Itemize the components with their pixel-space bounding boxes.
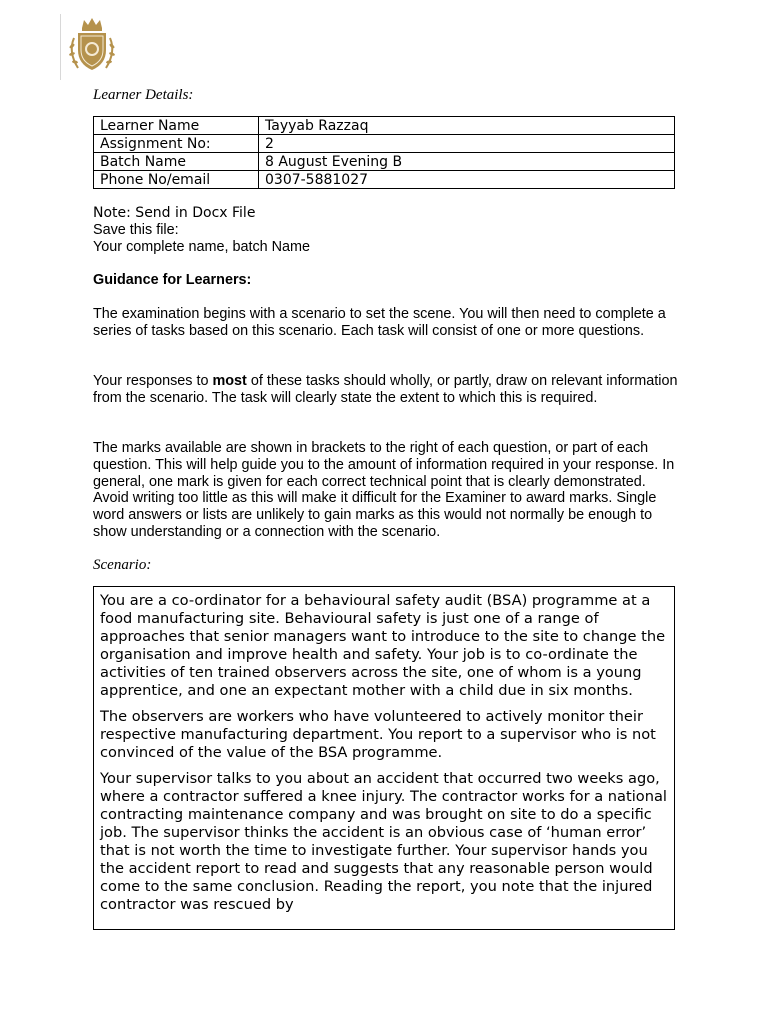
table-row <box>94 117 675 135</box>
para2-end: of these tasks should wholly, or partly, draw on relevant information from the scenario. The task will clearly state the extent to which this is required. <box>93 373 678 406</box>
crest-logo-icon <box>64 16 120 76</box>
note-line-save: Save this file: <box>93 221 179 238</box>
table-row <box>94 135 675 153</box>
scenario-paragraph-1: You are a co-ordinator for a behavioural safety audit (BSA) programme at a food manufacturing site. Behavioural safety is just one of a range of approaches that senior managers want to introduce to the site to change the organisation and improve health and safety. Your job is to co-ordinate the activities of ten trained observers across the site, one of whom is a young apprentice, and one an expectant mother with a child due in six months. <box>100 592 666 699</box>
table-row <box>94 153 675 171</box>
guidance-paragraph-3: The marks available are shown in brackets to the right of each question, or part of each question. This will help guide you to the amount of information required in your response. In general, one mark is given for each correct technical point that is clearly demonstrated. Avoid writing too little as this will make it difficult for the Examiner to award marks. Single word answers or lists are unlikely to gain marks as this would not normally be enough to show understanding or a connection with the scenario. <box>93 440 675 540</box>
guidance-paragraph-1: The examination begins with a scenario to set the scene. You will then need to complete a series of tasks based on this scenario. Each task will consist of one or more questions. <box>93 306 666 339</box>
guidance-paragraph-2 <box>93 373 683 407</box>
learner-details-heading: Learner Details: <box>93 87 194 103</box>
header-divider <box>60 14 61 80</box>
guidance-title: Guidance for Learners: <box>93 272 252 288</box>
para2-emphasis: most <box>212 373 247 389</box>
batch-name-label: Batch Name <box>94 153 259 171</box>
table-row <box>94 171 675 189</box>
note-line-filename: Your complete name, batch Name <box>93 238 311 255</box>
assignment-no-value: 2 <box>259 135 675 153</box>
para2-start: Your responses to <box>93 373 213 389</box>
phone-email-label: Phone No/email <box>94 171 259 189</box>
scenario-box <box>93 586 675 930</box>
scenario-paragraph-3: Your supervisor talks to you about an accident that occurred two weeks ago, where a contractor suffered a knee injury. The contractor works for a national contracting maintenance company and was brought on site to do a specific job. The supervisor thinks the accident is an obvious case of ‘human error’ that is not worth the time to investigate further. Your supervisor hands you the accident report to read and suggests that any reasonable person would come to the same conclusion. Reading the report, you note that the injured contractor was rescued by <box>100 770 667 913</box>
submission-note <box>93 205 683 255</box>
learner-details-table <box>93 116 675 189</box>
scenario-paragraph-2: The observers are workers who have volunteered to actively monitor their respective manufacturing department. You report to a supervisor who is not convinced of the value of the BSA programme. <box>100 708 656 761</box>
note-line-docx: Note: Send in Docx File <box>93 205 256 221</box>
assignment-no-label: Assignment No: <box>94 135 259 153</box>
phone-email-value: 0307-5881027 <box>259 171 675 189</box>
learner-name-value: Tayyab Razzaq <box>259 117 675 135</box>
learner-name-label: Learner Name <box>94 117 259 135</box>
batch-name-value: 8 August Evening B <box>259 153 675 171</box>
scenario-heading: Scenario: <box>93 557 152 573</box>
